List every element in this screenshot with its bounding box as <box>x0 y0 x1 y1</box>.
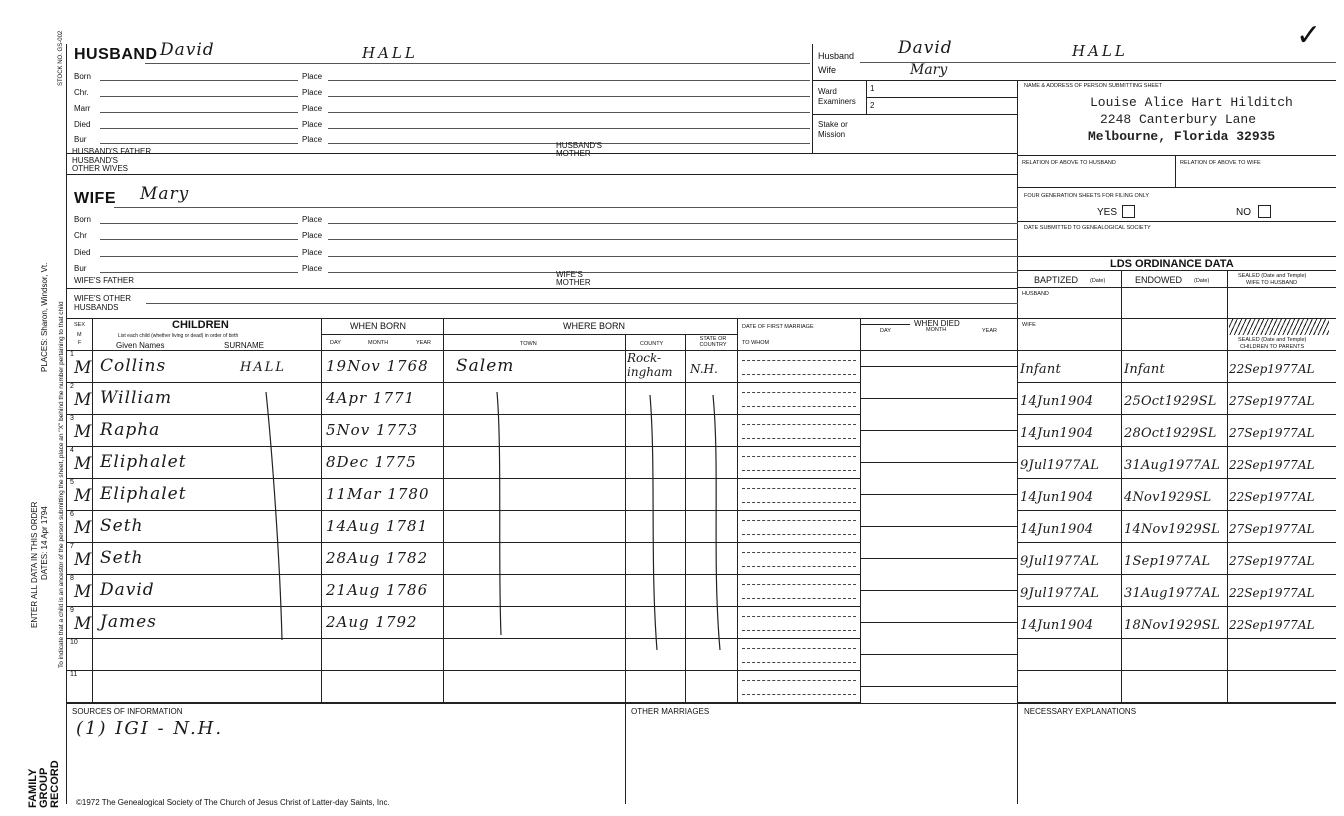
four-gen-label: FOUR GENERATION SHEETS FOR FILING ONLY <box>1024 193 1150 199</box>
wife-bur-label: Bur <box>74 264 87 273</box>
examiner-2: 2 <box>870 101 875 110</box>
child-given-name: James <box>100 612 157 632</box>
husband-died-place-label: Place <box>302 120 323 129</box>
husband-bur-label: Bur <box>74 135 87 144</box>
child-baptized: 14Jun1904 <box>1020 522 1094 537</box>
family-group-record-title: FAMILY GROUP RECORD <box>27 760 61 808</box>
husband-father-label: HUSBAND'S FATHER <box>72 147 152 156</box>
child-number: 5 <box>70 479 74 486</box>
given-names-header: Given Names <box>116 341 165 350</box>
child-baptized: 9Jul1977AL <box>1020 458 1100 473</box>
child-endowed: 18Nov1929SL <box>1124 618 1220 633</box>
lds-husband-row: HUSBAND <box>1022 291 1049 297</box>
child-birth-date: 11Mar 1780 <box>326 485 430 503</box>
margin-enter-order: ENTER ALL DATA IN THIS ORDER <box>30 501 39 628</box>
child-state: N.H. <box>690 362 718 376</box>
husband-marr-place-label: Place <box>302 104 323 113</box>
child-given-name: Rapha <box>100 420 161 440</box>
child-sex: M <box>74 358 93 378</box>
child-endowed: 1Sep1977AL <box>1124 554 1211 569</box>
wife-given-name: Mary <box>140 184 190 204</box>
sealed-children-label-1: SEALED (Date and Temple) <box>1238 337 1307 343</box>
husband-given-name: David <box>160 40 215 60</box>
child-birth-date: 5Nov 1773 <box>326 421 419 439</box>
necessary-explanations-label: NECESSARY EXPLANATIONS <box>1024 707 1137 716</box>
sources-label: SOURCES OF INFORMATION <box>72 707 183 716</box>
date-submitted-label: DATE SUBMITTED TO GENEALOGICAL SOCIETY <box>1024 225 1151 231</box>
tr-wife-given: Mary <box>910 62 948 78</box>
submitter-name: Louise Alice Hart Hilditch <box>1090 95 1293 110</box>
child-baptized: 14Jun1904 <box>1020 618 1094 633</box>
born-year-header: YEAR <box>416 340 431 346</box>
stake-label: Stake or <box>818 120 848 129</box>
child-baptized: 9Jul1977AL <box>1020 554 1100 569</box>
submitter-street: 2248 Canterbury Lane <box>1100 112 1257 127</box>
wife-chr-place-label: Place <box>302 231 323 240</box>
wife-chr-label: Chr <box>74 231 87 240</box>
child-sex: M <box>74 422 93 442</box>
child-given-name: Eliphalet <box>100 452 187 472</box>
wife-died-place-label: Place <box>302 248 323 257</box>
child-sealed: 22Sep1977AL <box>1229 586 1315 600</box>
examiners-label: Examiners <box>818 97 856 106</box>
endowed-date-label: (Date) <box>1194 278 1210 284</box>
died-month-header: MONTH <box>926 327 947 333</box>
husband-died-label: Died <box>74 120 91 129</box>
submitter-city: Melbourne, Florida 32935 <box>1088 129 1276 144</box>
margin-places: PLACES: Sharon, Windsor, Vt. <box>40 262 49 372</box>
child-number: 8 <box>70 575 74 582</box>
child-birth-date: 14Aug 1781 <box>326 517 429 535</box>
sex-header: SEX <box>74 322 86 328</box>
child-birth-date: 2Aug 1792 <box>326 613 418 631</box>
no-label: NO <box>1236 207 1251 218</box>
copyright: ©1972 The Genealogical Society of The Church of Jesus Christ of Latter-day Saints, Inc. <box>76 798 390 807</box>
child-sex: M <box>74 390 93 410</box>
born-day-header: DAY <box>330 340 341 346</box>
first-marriage-header: DATE OF FIRST MARRIAGE <box>742 324 814 330</box>
tr-wife-label: Wife <box>818 65 836 75</box>
sealed-wife-label-1: SEALED (Date and Temple) <box>1238 273 1307 279</box>
husband-bur-place-label: Place <box>302 135 323 144</box>
wife-mother-label: WIFE'S MOTHER <box>556 270 591 287</box>
other-marriages-label: OTHER MARRIAGES <box>631 707 710 716</box>
relation-wife-label: RELATION OF ABOVE TO WIFE <box>1180 160 1261 166</box>
check-mark-icon: ✓ <box>1296 18 1322 53</box>
child-endowed: 31Aug1977AL <box>1124 586 1220 601</box>
child-town: Salem <box>456 356 515 376</box>
child-given-name: Seth <box>100 548 144 568</box>
to-whom-header: TO WHOM <box>742 340 770 346</box>
child-number: 10 <box>70 639 78 646</box>
child-sex: M <box>74 454 93 474</box>
wife-bur-place-label: Place <box>302 264 323 273</box>
child-birth-date: 4Apr 1771 <box>326 389 416 407</box>
child-number: 3 <box>70 415 74 422</box>
husband-other-wives-label: HUSBAND'S OTHER WIVES <box>72 156 129 173</box>
child-sex: M <box>74 614 93 634</box>
child-birth-date: 8Dec 1775 <box>326 453 417 471</box>
margin-dates: DATES: 14 Apr 1794 <box>40 506 49 580</box>
sources-value: (1) IGI - N.H. <box>76 718 224 739</box>
child-sealed: 27Sep1977AL <box>1229 522 1315 536</box>
child-endowed: Infant <box>1124 362 1165 377</box>
lds-wife-row: WIFE <box>1022 322 1036 328</box>
died-year-header: YEAR <box>982 328 997 334</box>
husband-marr-label: Marr <box>74 104 91 113</box>
child-endowed: 4Nov1929SL <box>1124 490 1212 505</box>
child-number: 2 <box>70 383 74 390</box>
child-birth-date: 19Nov 1768 <box>326 357 429 375</box>
endowed-label: ENDOWED <box>1135 275 1182 285</box>
died-day-header: DAY <box>880 328 891 334</box>
county-header: COUNTY <box>640 341 664 347</box>
children-header: CHILDREN <box>172 319 229 331</box>
wife-died-label: Died <box>74 248 91 257</box>
wife-born-label: Born <box>74 215 91 224</box>
child-sex: M <box>74 518 93 538</box>
child-baptized: 9Jul1977AL <box>1020 586 1100 601</box>
child-number: 6 <box>70 511 74 518</box>
town-header: TOWN <box>520 341 537 347</box>
tr-husband-given: David <box>898 38 953 58</box>
child-given-name: Eliphalet <box>100 484 187 504</box>
list-note: List each child (whether living or dead) in order of birth <box>118 333 239 339</box>
child-sex: M <box>74 550 93 570</box>
child-sealed: 27Sep1977AL <box>1229 554 1315 568</box>
margin-instruction: To indicate that a child is an ancestor of the person submitting the sheet, place an "X" behind the number pertaining to that child <box>58 301 65 668</box>
husband-mother-label: HUSBAND'S MOTHER <box>556 141 602 158</box>
surname-header: SURNAME <box>224 341 265 350</box>
lds-title: LDS ORDINANCE DATA <box>1110 258 1234 270</box>
child-given-name: Collins <box>100 356 167 376</box>
child-number: 1 <box>70 351 74 358</box>
child-given-name: William <box>100 388 173 408</box>
sex-m: M <box>77 332 82 338</box>
mission-label: Mission <box>818 130 846 139</box>
tr-husband-surname: HALL <box>1072 42 1128 60</box>
child-number: 7 <box>70 543 74 550</box>
child-endowed: 28Oct1929SL <box>1124 426 1217 441</box>
tr-husband-label: Husband <box>818 51 855 61</box>
child-county: Rock-ingham <box>627 351 673 379</box>
when-born-header: WHEN BORN <box>350 321 406 331</box>
child-sex: M <box>74 582 93 602</box>
husband-title: HUSBAND <box>74 46 158 63</box>
child-sealed: 27Sep1977AL <box>1229 394 1315 408</box>
baptized-date-label: (Date) <box>1090 278 1106 284</box>
child-sealed: 22Sep1977AL <box>1229 618 1315 632</box>
wife-born-place-label: Place <box>302 215 323 224</box>
child-sealed: 22Sep1977AL <box>1229 458 1315 472</box>
examiner-1: 1 <box>870 84 875 93</box>
child-endowed: 14Nov1929SL <box>1124 522 1220 537</box>
ward-label: Ward <box>818 87 837 96</box>
child-baptized: 14Jun1904 <box>1020 490 1094 505</box>
child-baptized: 14Jun1904 <box>1020 394 1094 409</box>
child-sealed: 27Sep1977AL <box>1229 426 1315 440</box>
wife-other-husbands-label: WIFE'S OTHER HUSBANDS <box>74 294 132 312</box>
child-baptized: 14Jun1904 <box>1020 426 1094 441</box>
husband-born-place-label: Place <box>302 72 323 81</box>
state-header: STATE OR COUNTRY <box>699 336 727 348</box>
sex-f: F <box>78 340 82 346</box>
relation-husband-label: RELATION OF ABOVE TO HUSBAND <box>1022 160 1116 166</box>
child-sealed: 22Sep1977AL <box>1229 362 1315 376</box>
child-baptized: Infant <box>1020 362 1061 377</box>
born-month-header: MONTH <box>368 340 389 346</box>
baptized-label: BAPTIZED <box>1034 275 1079 285</box>
husband-chr-label: Chr. <box>74 88 89 97</box>
child-sealed: 22Sep1977AL <box>1229 490 1315 504</box>
yes-label: YES <box>1097 207 1118 218</box>
child-endowed: 25Oct1929SL <box>1124 394 1217 409</box>
child-birth-date: 28Aug 1782 <box>326 549 429 567</box>
wife-title: WIFE <box>74 190 116 207</box>
child-given-name: Seth <box>100 516 144 536</box>
child-endowed: 31Aug1977AL <box>1124 458 1220 473</box>
husband-chr-place-label: Place <box>302 88 323 97</box>
where-born-header: WHERE BORN <box>563 321 626 331</box>
child-number: 4 <box>70 447 74 454</box>
child-sex: M <box>74 486 93 506</box>
child-number: 9 <box>70 607 74 614</box>
when-died-header: WHEN DIED <box>914 319 960 328</box>
child-surname: HALL <box>240 360 286 375</box>
husband-surname: HALL <box>362 44 418 62</box>
wife-father-label: WIFE'S FATHER <box>74 276 135 285</box>
husband-born-label: Born <box>74 72 91 81</box>
child-given-name: David <box>100 580 155 600</box>
stock-number: STOCK NO. GS-002 <box>58 30 64 86</box>
sealed-wife-label-2: WIFE TO HUSBAND <box>1246 280 1298 286</box>
child-birth-date: 21Aug 1786 <box>326 581 429 599</box>
submitter-label: NAME & ADDRESS OF PERSON SUBMITTING SHEET <box>1024 83 1163 89</box>
child-number: 11 <box>70 671 78 678</box>
sealed-children-label-2: CHILDREN TO PARENTS <box>1240 344 1305 350</box>
